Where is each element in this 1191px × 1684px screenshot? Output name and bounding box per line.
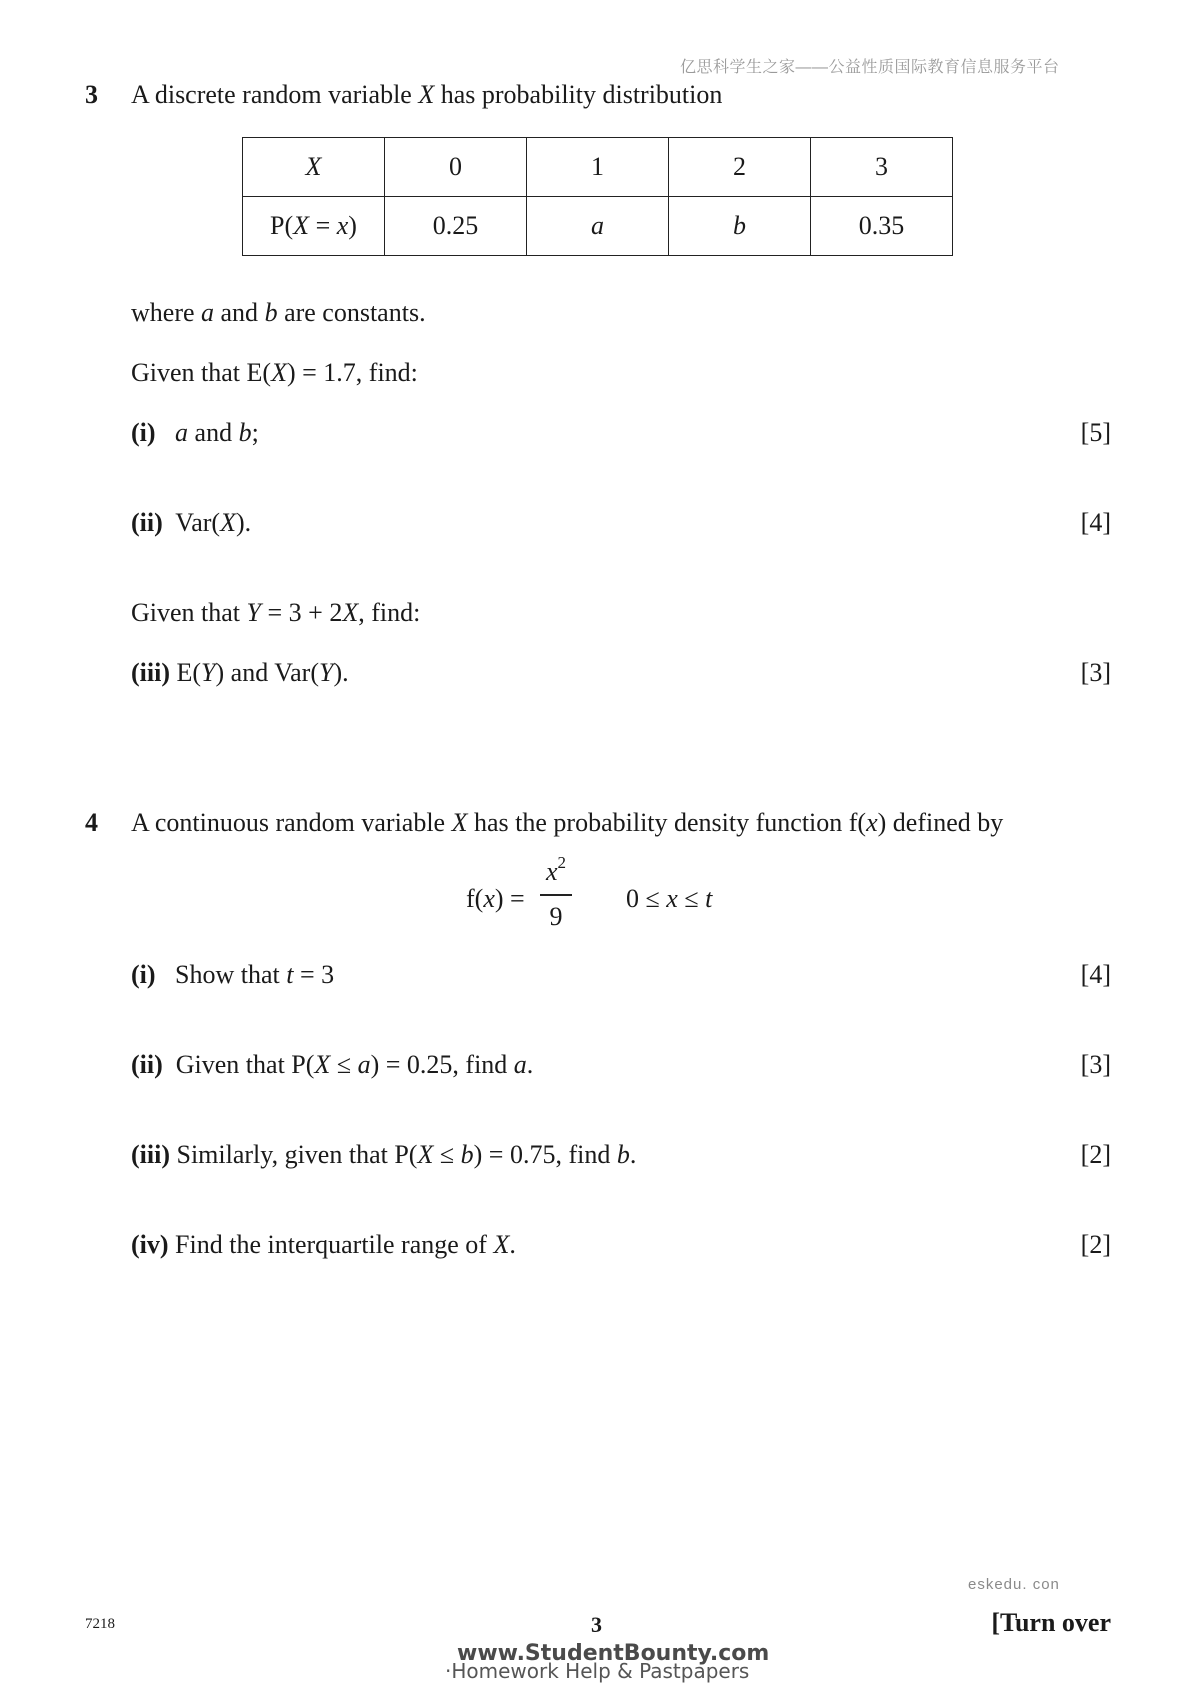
question-4-part-i: (i) Show that t = 3 xyxy=(131,960,335,989)
pdf-denominator: 9 xyxy=(549,902,563,931)
pdf-domain: 0 ≤ x ≤ t xyxy=(626,884,713,913)
question-3-part-iii: (iii) E(Y) and Var(Y). xyxy=(131,658,349,687)
table-cell: 0.35 xyxy=(811,197,953,256)
paper-code: 7218 xyxy=(85,1616,115,1632)
page-number: 3 xyxy=(591,1612,602,1637)
table-cell: 3 xyxy=(811,138,953,197)
table-cell: b xyxy=(669,197,811,256)
question-3-part-i: (i) a and b; xyxy=(131,418,259,447)
question-4-part-ii-marks: [3] xyxy=(1080,1050,1111,1079)
turn-over-label: [Turn over xyxy=(991,1608,1111,1637)
pdf-fraction-bar xyxy=(540,894,572,896)
question-4-part-i-marks: [4] xyxy=(1080,960,1111,989)
question-3-part-ii-marks: [4] xyxy=(1080,508,1111,537)
question-3-given2-text: Given that Y = 3 + 2X, find: xyxy=(131,598,421,627)
question-4-part-iii-marks: [2] xyxy=(1080,1140,1111,1169)
table-cell: X xyxy=(243,138,385,197)
question-3-number: 3 xyxy=(85,80,98,109)
question-3-part-iii-marks: [3] xyxy=(1080,658,1111,687)
question-4-intro: A continuous random variable X has the probability density function f(x) defined by xyxy=(131,808,1004,837)
question-3-where-text: where a and b are constants. xyxy=(131,298,426,327)
question-4-part-ii: (ii) Given that P(X ≤ a) = 0.25, find a. xyxy=(131,1050,534,1079)
question-3-given-text: Given that E(X) = 1.7, find: xyxy=(131,358,418,387)
question-4-part-iii: (iii) Similarly, given that P(X ≤ b) = 0.75, find b. xyxy=(131,1140,637,1169)
studentbounty-url: www.StudentBounty.com xyxy=(457,1641,770,1666)
table-row-probabilities xyxy=(243,197,953,256)
eskedu-watermark: eskedu. con xyxy=(968,1576,1060,1593)
question-4-number: 4 xyxy=(85,808,98,837)
table-cell: 0.25 xyxy=(385,197,527,256)
pdf-numerator: $x^2$ xyxy=(545,853,567,886)
question-4-part-iv-marks: [2] xyxy=(1080,1230,1111,1259)
table-cell: 2 xyxy=(669,138,811,197)
table-row-values xyxy=(243,138,953,197)
question-4-part-iv: (iv) Find the interquartile range of X. xyxy=(131,1230,516,1259)
probability-distribution-table xyxy=(242,137,953,256)
question-3-part-ii: (ii) Var(X). xyxy=(131,508,252,537)
table-cell: 1 xyxy=(527,138,669,197)
table-cell: 0 xyxy=(385,138,527,197)
table-cell: a xyxy=(527,197,669,256)
question-3-intro: A discrete random variable X has probability distribution xyxy=(131,80,723,109)
question-3-part-i-marks: [5] xyxy=(1080,418,1111,447)
pdf-lhs: f(x) = xyxy=(466,884,525,913)
table-cell-header: P(X = x) xyxy=(243,197,385,256)
watermark-top: 亿思科学生之家——公益性质国际教育信息服务平台 xyxy=(680,59,1060,76)
studentbounty-tagline: ·Homework Help & Pastpapers xyxy=(445,1659,750,1683)
